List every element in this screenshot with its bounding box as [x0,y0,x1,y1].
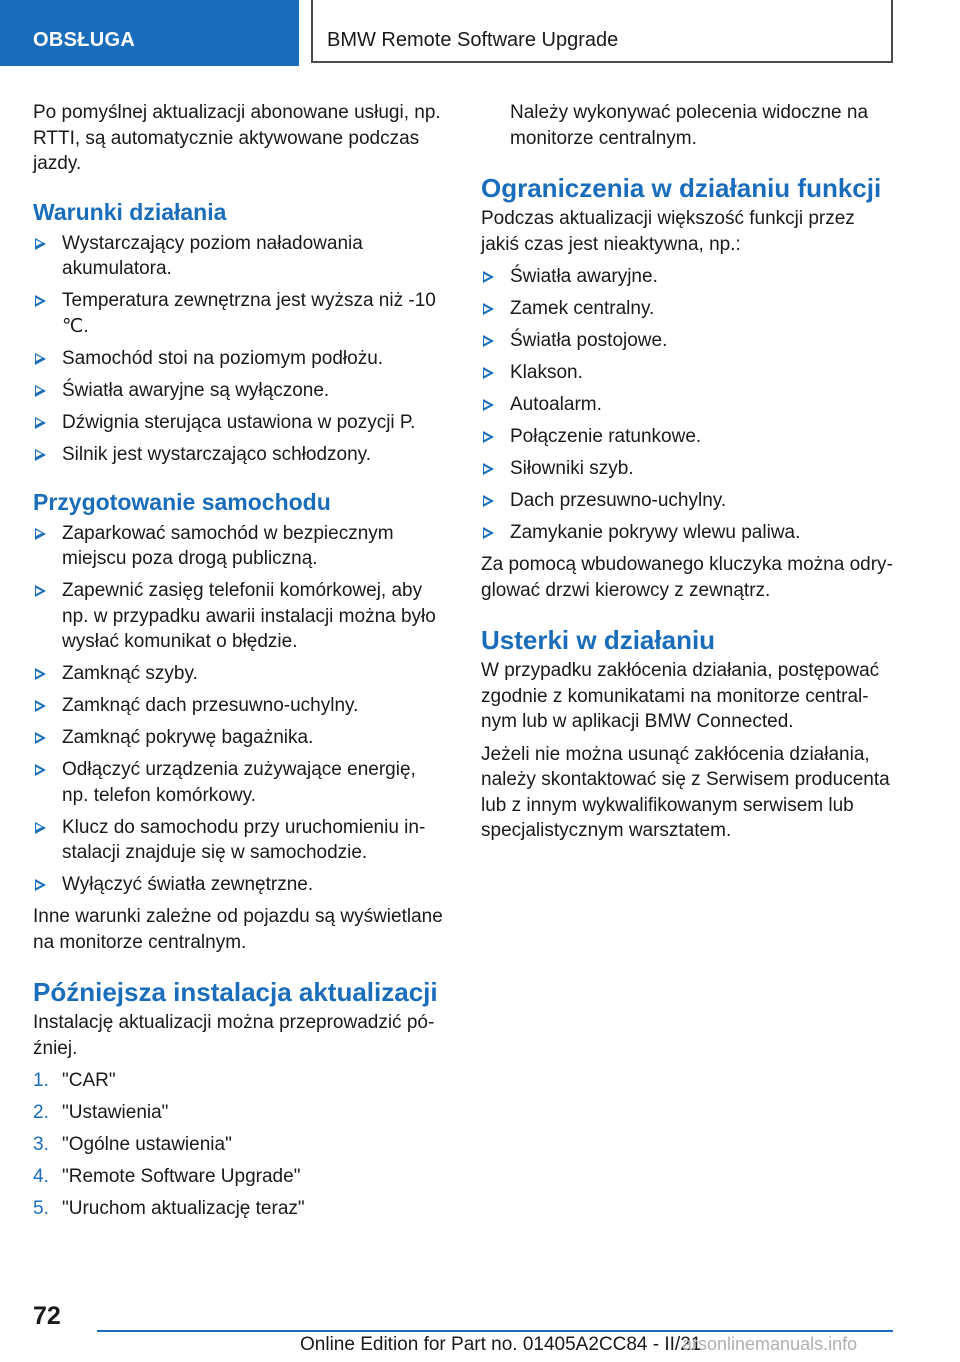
triangle-bullet-icon [483,399,494,411]
triangle-bullet-icon [35,668,46,680]
triangle-bullet-icon [35,238,46,250]
step-item: 5. "Uruchom aktualizację teraz" [33,1198,305,1219]
triangle-bullet-icon [35,417,46,429]
list-item: Dźwignia sterująca ustawiona w pozycji P. [33,410,443,436]
faults-heading: Usterki w działaniu [481,625,716,655]
preparation-note: Inne warunki zależne od pojazdu są wyświetlane na monitorze centralnym. [33,906,443,953]
step-continuation: Należy wykonywać polecenia widoczne na monitorze centralnym. [510,102,869,149]
chapter-title: BMW Remote Software Upgrade [327,29,619,51]
triangle-bullet-icon [35,353,46,365]
list-item: Samochód stoi na poziomym podłożu. [33,346,443,372]
list-item: Wystarczający poziom naładowania akumulatora. [33,231,443,282]
triangle-bullet-icon [483,367,494,379]
watermark: arsonlinemanuals.info [682,1334,858,1354]
triangle-bullet-icon [35,295,46,307]
section-title: OBSŁUGA [33,29,136,51]
step-item: 1. "CAR" [33,1070,116,1091]
triangle-bullet-icon [483,303,494,315]
triangle-bullet-icon [483,463,494,475]
list-item: Klakson. [481,360,896,386]
limits-intro: Podczas aktualizacji większość funkcji przez jakiś czas jest nieaktywna, np.: [481,208,855,255]
list-item: Dach przesuwno-uchylny. [481,488,896,514]
chapter-tab[interactable] [311,0,893,63]
triangle-bullet-icon [483,495,494,507]
edition-text: Online Edition for Part no. 01405A2CC84 - II/21 [300,1334,702,1355]
list-item: Siłowniki szyb. [481,456,896,482]
intro-paragraph: Po pomyślnej aktualizacji abonowane usługi, np. RTTI, są automatycznie aktywowane podczas jazdy. [33,102,441,174]
list-item: Zamek centralny. [481,296,896,322]
page-number: 72 [33,1302,61,1330]
list-item: Autoalarm. [481,392,896,418]
list-item: Zamknąć dach przesuwno-uchylny. [33,693,443,719]
list-item: Zaparkować samochód w bezpiecznym miejscu poza drogą publiczną. [33,521,443,572]
limits-list [481,264,896,546]
step-item: 2. "Ustawienia" [33,1102,169,1123]
steps-list [33,1068,443,1222]
conditions-heading: Warunki działania [33,198,227,225]
step-item: 3. "Ogólne ustawienia" [33,1134,232,1155]
list-item: Zamknąć pokrywę bagażnika. [33,725,443,751]
limits-note: Za pomocą wbudowanego kluczyka można odryglować drzwi kierowcy z zewnątrz. [481,554,893,601]
triangle-bullet-icon [35,449,46,461]
list-item: Silnik jest wystarczająco schłodzony. [33,442,443,468]
triangle-bullet-icon [35,700,46,712]
preparation-list [33,521,443,898]
triangle-bullet-icon [483,431,494,443]
list-item: Połączenie ratunkowe. [481,424,896,450]
right-column [481,100,896,851]
later-install-heading: Późniejsza instalacja aktualizacji [33,977,438,1007]
list-item: Zapewnić zasięg telefonii komórkowej, aby np. w przypadku awarii instalacji można było wysłać komunikat o błędzie. [33,578,443,655]
triangle-bullet-icon [483,527,494,539]
preparation-heading: Przygotowanie samochodu [33,488,331,515]
triangle-bullet-icon [35,822,46,834]
list-item: Światła awaryjne są wyłączone. [33,378,443,404]
faults-paragraph-2: Jeżeli nie można usunąć zakłócenia działania, należy skontaktować się z Serwisem producenta lub z innym wykwalifikowanym serwisem lub specjalistycznym warsztatem. [481,743,890,841]
list-item: Wyłączyć światła zewnętrzne. [33,872,443,898]
triangle-bullet-icon [35,764,46,776]
list-item: Temperatura zewnętrzna jest wyższa niż -10 ℃. [33,288,443,339]
footer-divider [97,1330,893,1332]
triangle-bullet-icon [35,385,46,397]
list-item: Zamykanie pokrywy wlewu paliwa. [481,520,896,546]
triangle-bullet-icon [35,879,46,891]
list-item: Światła postojowe. [481,328,896,354]
triangle-bullet-icon [35,528,46,540]
faults-paragraph-1: W przypadku zakłócenia działania, postępować zgodnie z komunikatami na monitorze centralnym lub w aplikacji BMW Connected. [481,660,880,732]
limits-heading: Ograniczenia w działaniu funkcji [481,173,882,203]
list-item: Klucz do samochodu przy uruchomieniu instalacji znajduje się w samochodzie. [33,815,443,866]
page-header [0,0,960,66]
list-item: Odłączyć urządzenia zużywające energię, np. telefon komórkowy. [33,757,443,808]
triangle-bullet-icon [35,585,46,597]
later-install-intro: Instalację aktualizacji można przeprowadzić później. [33,1012,435,1059]
list-item: Światła awaryjne. [481,264,896,290]
conditions-list [33,231,443,468]
triangle-bullet-icon [35,732,46,744]
triangle-bullet-icon [483,271,494,283]
step-item: 4. "Remote Software Upgrade" [33,1166,301,1187]
left-column [33,100,443,1228]
triangle-bullet-icon [483,335,494,347]
list-item: Zamknąć szyby. [33,661,443,687]
section-tab[interactable] [0,0,299,66]
